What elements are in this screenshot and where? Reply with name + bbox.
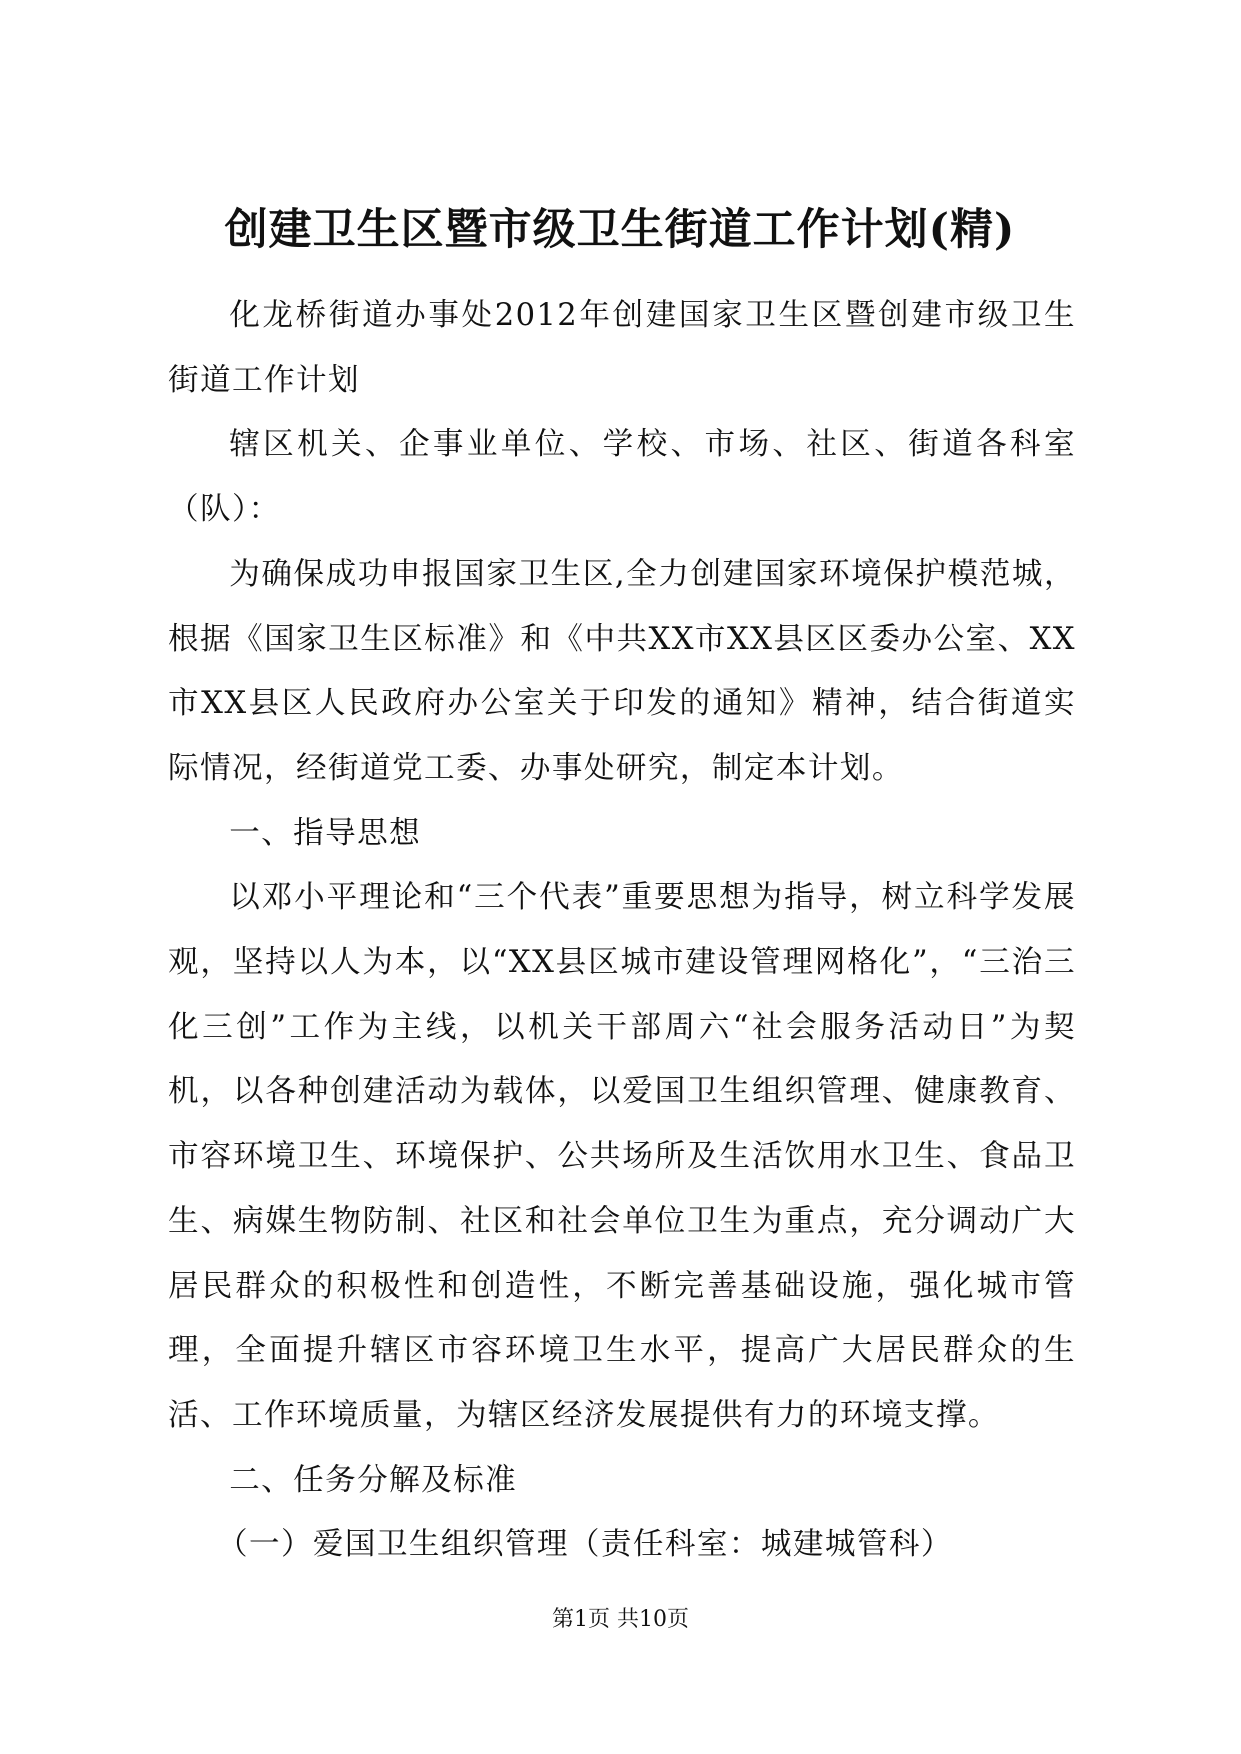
paragraph-intro: 为确保成功申报国家卫生区,全力创建国家环境保护模范城，根据《国家卫生区标准》和《中共XX市XX县区区委办公室、XX市XX县区人民政府办公室关于印发的通知》精神，结合街道实际情况，经街道党工委、办事处研究，制定本计划。 — [168, 556, 1076, 786]
page-number-footer: 第1页 共10页 — [552, 1607, 689, 1632]
paragraph-addressee: 辖区机关、企事业单位、学校、市场、社区、街道各科室（队）： — [168, 427, 1076, 528]
subsection-heading-organization: （一）爱国卫生组织管理（责任科室：城建城管科） — [216, 1527, 953, 1563]
section-heading-tasks: 二、任务分解及标准 — [229, 1462, 518, 1498]
document-body — [168, 284, 1076, 1578]
paragraph-guiding-ideology: 以邓小平理论和“三个代表”重要思想为指导，树立科学发展观，坚持以人为本，以“XX县区城市建设管理网格化”，“三治三化三创”工作为主线，以机关干部周六“社会服务活动日”为契机，以各种创建活动为载体，以爱国卫生组织管理、健康教育、市容环境卫生、环境保护、公共场所及生活饮用水卫生、食品卫生、病媒生物防制、社区和社会单位卫生为重点，充分调动广大居民群众的积极性和创造性，不断完善基础设施，强化城市管理，全面提升辖区市容环境卫生水平，提高广大居民群众的生活、工作环境质量，为辖区经济发展提供有力的环境支撑。 — [168, 880, 1076, 1433]
paragraph-subtitle: 化龙桥街道办事处2012年创建国家卫生区暨创建市级卫生街道工作计划 — [168, 298, 1076, 398]
document-title: 创建卫生区暨市级卫生街道工作计划(精) — [224, 205, 1016, 255]
section-heading-guiding-ideology: 一、指导思想 — [229, 815, 422, 851]
